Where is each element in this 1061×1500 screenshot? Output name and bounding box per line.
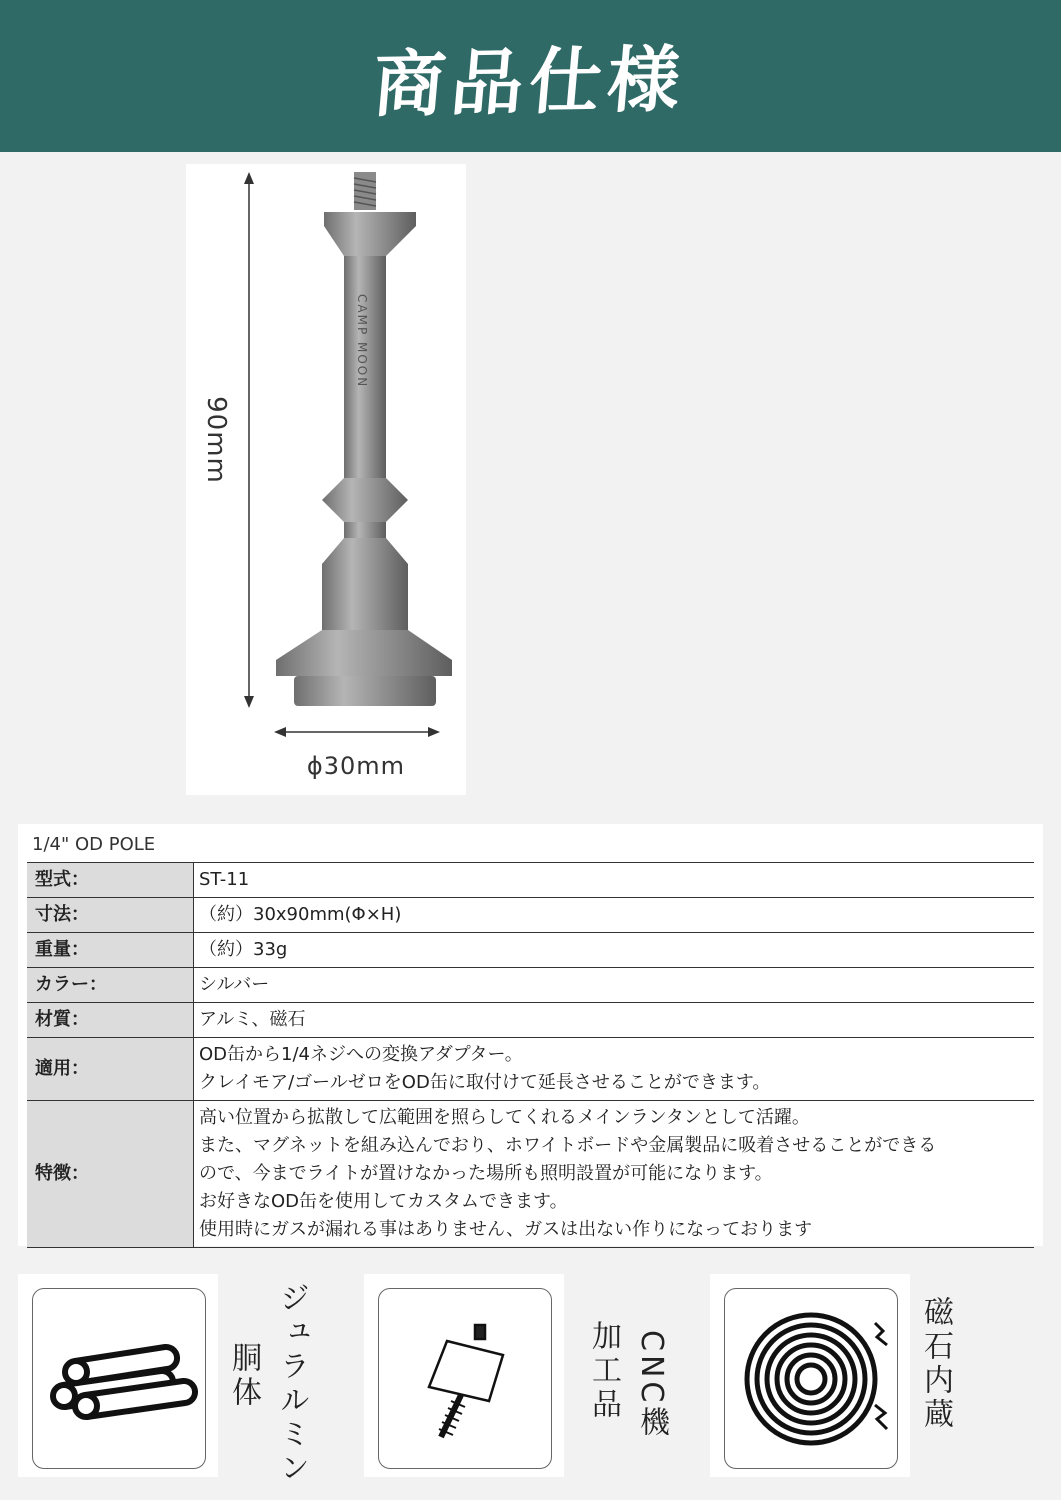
spec-value-line: （約）33g — [199, 939, 288, 960]
spec-label: 寸法： — [27, 898, 194, 933]
spec-value-line: お好きなOD缶を使用してカスタムできます。 — [199, 1191, 568, 1212]
height-dimension-label: 90mm — [201, 396, 231, 484]
spec-value — [194, 898, 1035, 933]
spec-value — [194, 1038, 1035, 1101]
spec-value — [194, 968, 1035, 1003]
spec-value-line: アルミ、磁石 — [199, 1009, 306, 1030]
feature-cnc — [364, 1274, 564, 1477]
spec-value-line: 使用時にガスが漏れる事はありません、ガスは出ない作りになっております — [199, 1219, 813, 1240]
spec-label: 型式： — [27, 863, 194, 898]
spec-value — [194, 1101, 1035, 1248]
feature-magnet-label-1: 磁石内蔵 — [918, 1296, 953, 1432]
spec-value-line: ST-11 — [199, 869, 250, 890]
spec-label: 重量： — [27, 933, 194, 968]
spec-value-line: （約）30x90mm(Φ×H) — [199, 904, 402, 925]
spec-value — [194, 1003, 1035, 1038]
spec-title: 1/4" OD POLE — [32, 834, 156, 855]
feature-duralumin — [18, 1274, 218, 1477]
feature-icon-frame — [378, 1288, 552, 1469]
spec-label: カラー： — [27, 968, 194, 1003]
spec-row — [27, 968, 1034, 1003]
aluminum-bars-icon — [33, 1289, 205, 1468]
pole-engraving: CAMP MOON — [355, 294, 369, 389]
spec-value-line: クレイモア/ゴールゼロをOD缶に取付けて延長させることができます。 — [199, 1072, 771, 1093]
feature-icon-frame — [32, 1288, 206, 1469]
spec-value-line: ので、今までライトが置けなかった場所も照明設置が可能になります。 — [199, 1163, 773, 1184]
spec-label: 材質： — [27, 1003, 194, 1038]
spec-label: 適用： — [27, 1038, 194, 1101]
spec-row — [27, 863, 1034, 898]
spec-value-line: また、マグネットを組み込んでおり、ホワイトボードや金属製品に吸着させることができる — [199, 1135, 937, 1156]
spec-value — [194, 933, 1035, 968]
spec-row — [27, 898, 1034, 933]
spec-value — [194, 863, 1035, 898]
page-title: 商品仕様 — [370, 37, 690, 127]
spec-row — [27, 1038, 1034, 1101]
cnc-screw-icon — [379, 1289, 551, 1468]
feature-magnet — [710, 1274, 910, 1477]
spec-row — [27, 933, 1034, 968]
feature-duralumin-label-2: 胴体 — [226, 1342, 261, 1410]
spec-value-line: シルバー — [199, 974, 270, 995]
spec-table-card — [18, 824, 1043, 1246]
spec-row — [27, 1003, 1034, 1038]
spec-value-line: OD缶から1/4ネジへの変換アダプター。 — [199, 1044, 523, 1065]
feature-icon-frame — [724, 1288, 898, 1469]
product-image-panel — [186, 164, 466, 795]
spec-value-line: 高い位置から拡散して広範囲を照らしてくれるメインランタンとして活躍。 — [199, 1107, 810, 1128]
width-dimension-label: ϕ30mm — [306, 752, 406, 780]
feature-cnc-label-1: CNC機 — [634, 1330, 669, 1441]
spec-table — [27, 862, 1034, 1248]
magnet-coil-icon — [725, 1289, 897, 1468]
spec-label: 特徴： — [27, 1101, 194, 1248]
feature-cnc-label-2: 加工品 — [586, 1320, 621, 1422]
header-banner — [0, 0, 1061, 152]
feature-duralumin-label-1: ジュラルミン — [274, 1282, 309, 1486]
spec-row — [27, 1101, 1034, 1248]
